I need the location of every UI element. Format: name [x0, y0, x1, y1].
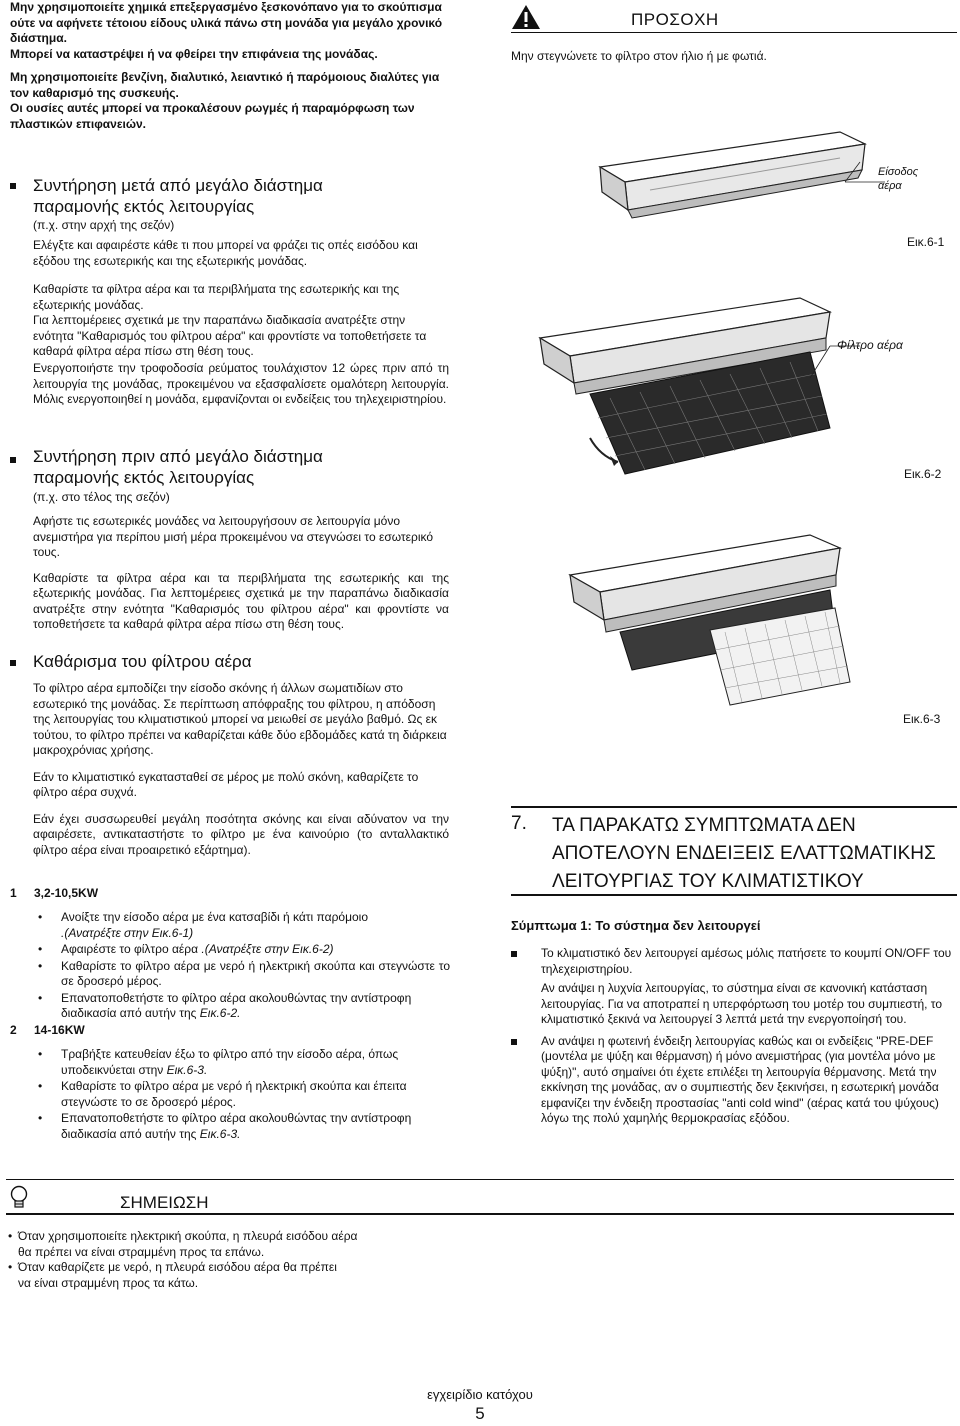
list-item: • Αφαιρέστε το φίλτρο αέρα .(Ανατρέξτε στην Εικ.6-2)	[33, 942, 450, 958]
section-1-p3: Για λεπτομέρειες σχετικά με την παραπάνω διαδικασία ανατρέξτε στην ενότητα "Καθαρισμός του φίλτρου αέρα" και φροντίστε να τοποθετήσετε τα καθαρά φίλτρα αέρα πίσω στη θέση τους.	[33, 313, 427, 358]
fig-6-2-callout: Φίλτρο αέρα	[837, 338, 903, 352]
section-2-body	[33, 514, 449, 633]
caution-box	[511, 4, 957, 70]
fig-6-1-label: Εικ.6-1	[907, 235, 945, 249]
figure-6-3	[560, 520, 960, 750]
section-bullet	[10, 183, 16, 189]
fig-6-1-callout: Είσοδος αέρα	[878, 166, 919, 192]
warning-text-1b: Μπορεί να καταστρέψει ή να φθείρει την επιφάνεια της μονάδας.	[10, 46, 378, 61]
item-2-number: 2	[10, 1023, 17, 1037]
symptom-1-list	[511, 946, 957, 1127]
section-3-body	[33, 681, 449, 858]
section-2-title: Συντήρηση πριν από μεγάλο διάστημα παραμονής εκτός λειτουργίας	[33, 447, 323, 487]
list-item: • Καθαρίστε το φίλτρο αέρα με νερό ή ηλεκτρική σκούπα και έπειτα στεγνώστε το σε δροσερό μέρος.	[33, 1079, 450, 1110]
list-item: • Τραβήξτε κατευθείαν έξω το φίλτρο από την είσοδο αέρα, όπως υποδεικνύεται στην Εικ.6-3.	[33, 1047, 450, 1078]
section-3-p3: Εάν έχει συσσωρευθεί μεγάλη ποσότητα σκόνης και είναι αδύνατον να την αφαιρέσετε, αντικαταστήστε το φίλτρο με ένα καινούριο (το ανταλλακτικό φίλτρο αέρα είναι προαιρετικό εξάρτημα).	[33, 811, 449, 857]
section-bullet	[10, 457, 16, 463]
item-2-title: 14-16KW	[34, 1023, 85, 1037]
note-list	[8, 1229, 448, 1291]
section-bullet	[10, 660, 16, 666]
item-2-list	[33, 1047, 450, 1142]
note-rule-top	[6, 1179, 954, 1180]
list-item: • Ανοίξτε την είσοδο αέρα με ένα κατσαβίδι ή κάτι παρόμοιο .(Ανατρέξτε στην Εικ.6-1)	[33, 910, 450, 941]
warning-text-2b: Οι ουσίες αυτές μπορεί να προκαλέσουν ρωγμές ή παραμόρφωση των πλαστικών επιφανειών.	[10, 101, 415, 131]
item-2-heading	[10, 1023, 450, 1041]
list-item: • Επανατοποθετήστε το φίλτρο αέρα ακολουθώντας την αντίστροφη διαδικασία από αυτήν της Εικ.6-2.	[33, 991, 450, 1022]
item-1-list	[33, 910, 450, 1022]
section-2-p1: Αφήστε τις εσωτερικές μονάδες να λειτουργήσουν σε λειτουργία μόνο ανεμιστήρα για περίπου μισή μέρα προκειμένου να στεγνώσει το εσωτερικό τους.	[33, 514, 434, 559]
list-item: • Όταν καθαρίζετε με νερό, η πλευρά εισόδου αέρα θα πρέπει να είναι στραμμένη προς τα κάτω.	[8, 1260, 337, 1290]
fig-6-3-label: Εικ.6-3	[903, 712, 941, 726]
item-2	[10, 1023, 450, 1143]
section-7-divider	[511, 806, 957, 808]
section-1-p2: Καθαρίστε τα φίλτρα αέρα και τα περιβλήματα της εσωτερικής και της εξωτερικής μονάδας.	[33, 282, 400, 312]
section-2	[33, 446, 449, 506]
list-item: • Επανατοποθετήστε το φίλτρο αέρα ακολουθώντας την αντίστροφη διαδικασία από αυτήν της Εικ.6-3.	[33, 1111, 450, 1142]
page-number: 5	[475, 1404, 485, 1423]
section-7-title: ΤΑ ΠΑΡΑΚΑΤΩ ΣΥΜΠΤΩΜΑΤΑ ΔΕΝ ΑΠΟΤΕΛΟΥΝ ΕΝΔΕΙΞΕΙΣ ΕΛΑΤΤΩΜΑΤΙΚΗΣ ΛΕΙΤΟΥΡΓΙΑΣ ΤΟΥ ΚΛΙΜΑΤΙΣΤΙΚΟΥ	[552, 815, 936, 892]
section-1-subtitle: (π.χ. στην αρχή της σεζόν)	[33, 218, 175, 232]
section-1-title: Συντήρηση μετά από μεγάλο διάστημα παραμονής εκτός λειτουργίας	[33, 176, 323, 216]
caution-header	[511, 4, 957, 33]
filter-pullout-illustration	[560, 520, 960, 750]
section-3-title: Καθάρισμα του φίλτρου αέρα	[33, 652, 252, 671]
item-1-number: 1	[10, 886, 17, 900]
symptom-1-title: Σύμπτωμα 1: Το σύστημα δεν λειτουργεί	[511, 918, 761, 933]
list-item: • Όταν χρησιμοποιείτε ηλεκτρική σκούπα, η πλευρά εισόδου αέρα θα πρέπει να είναι στραμμένη προς τα επάνω.	[8, 1229, 358, 1259]
warning-text-1: Μην χρησιμοποιείτε χημικά επεξεργασμένο ξεσκονόπανο για το σκούπισμα ούτε να αφήνετε τέτοιου είδους υλικά πάνω στη μονάδα για μεγάλο χρονικό διάστημα.	[10, 0, 443, 45]
filter-removal-illustration	[530, 278, 960, 478]
list-item: • Καθαρίστε το φίλτρο αέρα με νερό ή ηλεκτρική σκούπα και στεγνώστε το σε δροσερό μέρος.	[33, 959, 450, 990]
section-1-body-2	[33, 361, 449, 408]
section-7-number: 7.	[511, 813, 527, 834]
fig-6-2-label: Εικ.6-2	[904, 467, 942, 481]
note-rule	[6, 1213, 954, 1215]
warning-triangle-icon	[511, 4, 541, 35]
lightbulb-icon	[8, 1185, 30, 1216]
footer-label: εγχειρίδιο κατόχου	[427, 1387, 533, 1402]
note-title: ΣΗΜΕΙΩΣΗ	[120, 1193, 209, 1212]
figure-6-1	[590, 122, 960, 252]
section-1	[33, 175, 449, 234]
figure-6-2	[530, 278, 960, 481]
warning-text-2: Μη χρησιμοποιείτε βενζίνη, διαλυτικό, λειαντικό ή παρόμοιους διαλύτες για τον καθαρισμό της συσκευής.	[10, 70, 440, 100]
item-1-heading	[10, 886, 450, 904]
caution-text: Μην στεγνώνετε το φίλτρο στον ήλιο ή με φωτιά.	[511, 49, 767, 63]
top-warning	[10, 0, 450, 132]
section-2-subtitle: (π.χ. στο τέλος της σεζόν)	[33, 490, 170, 504]
section-3-p1: Το φίλτρο αέρα εμποδίζει την είσοδο σκόνης ή άλλων σωματιδίων στο εσωτερικό της μονάδας. Σε περίπτωση απόφραξης του φίλτρου, η απόδοση της λειτουργίας του κλιματιστικού μπορεί να μειωθεί σε μεγάλο βαθμό. Ως εκ τούτου, το φίλτρο πρέπει να καθαρίζεται κάθε δύο εβδομάδες κατά τη διάρκεια μακροχρόνιας χρήσης.	[33, 681, 447, 757]
section-1-p4: Ενεργοποιήστε την τροφοδοσία ρεύματος τουλάχιστον 12 ώρες πριν από τη λειτουργία της μονάδας, προκειμένου να εξασφαλίσετε ομαλότερη λειτουργία. Μόλις ενεργοποιηθεί η μονάδα, εμφανίζονται οι ενδείξεις του τηλεχειριστηρίου.	[33, 361, 449, 406]
item-1-title: 3,2-10,5KW	[34, 886, 99, 900]
item-1	[10, 886, 450, 1023]
list-item: Αν ανάψει η φωτεινή ένδειξη λειτουργίας καθώς και οι ενδείξεις "PRE-DEF (μοντέλα με ψύξη και θέρμανση) ή μόνο ανεμιστήρας (για μοντέλα μόνο με ψύξη)", αυτό σημαίνει ότι έχετε επιλέξει τη λειτουργία θέρμανσης. Μετά την εκκίνηση της μονάδας, αν ο συμπιεστής δεν ξεκινήσει, η εσωτερική μονάδα εμφανίζει την ένδειξη προστασίας "anti cold wind" (αέρας κατά του ψύχους) λόγω της πολύ χαμηλής θερμοκρασίας εξόδου.	[511, 1034, 957, 1127]
list-item: Το κλιματιστικό δεν λειτουργεί αμέσως μόλις πατήσετε το κουμπί ON/OFF του τηλεχειριστηρίου. Αν ανάψει η λυχνία λειτουργίας, το σύστημα είναι σε κανονική κατάσταση λειτουργίας. Για να αποτραπεί η υπερφόρτωση του μοτέρ του συμπιεστή, το κλιματιστικό ξεκινά να λειτουργεί 3 λεπτά μετά την ενεργοποίησή του.	[511, 946, 957, 1028]
caution-title: ΠΡΟΣΟΧΗ	[631, 10, 719, 29]
section-2-p2: Καθαρίστε τα φίλτρα αέρα και τα περιβλήματα της εσωτερικής και της εξωτερικής μονάδας. Για λεπτομέρειες σχετικά με την παραπάνω διαδικασία ανατρέξτε στην ενότητα "Καθαρισμός του φίλτρου αέρα" και φροντίστε να τοποθετήσετε τα καθαρά φίλτρα αέρα πίσω στη θέση τους.	[33, 570, 449, 631]
section-3-p2: Εάν το κλιματιστικό εγκατασταθεί σε μέρος με πολύ σκόνη, καθαρίζετε το φίλτρο αέρα συχνά.	[33, 769, 419, 799]
section-7-rule	[511, 894, 957, 896]
section-3	[33, 651, 449, 672]
section-1-p1: Ελέγξτε και αφαιρέστε κάθε τι που μπορεί να φράζει τις οπές εισόδου και εξόδου της εσωτερικής και της εξωτερικής μονάδας.	[33, 238, 418, 268]
section-1-body	[33, 238, 445, 360]
